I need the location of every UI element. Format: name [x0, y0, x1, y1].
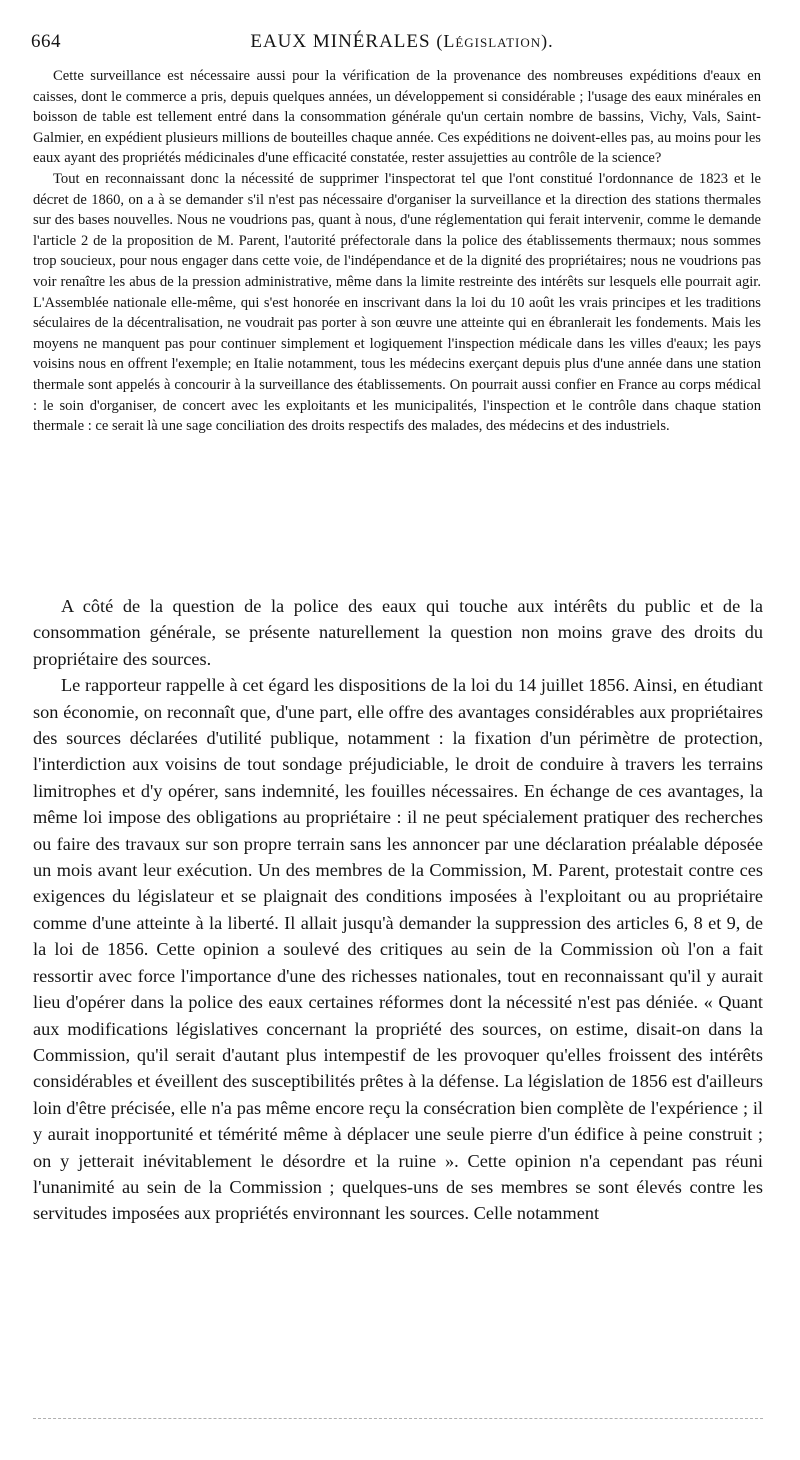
small-paragraph-1: Cette surveillance est nécessaire aussi pour la vérification de la provenance des nombreuses expéditions d'eaux en caisses, dont le commerce a pris, depuis quelques années, un développement si considérable ; l'usage des eaux minérales en boisson de table est tellement entré dans la consommation générale qu'un certain nombre de bassins, Vichy, Vals, Saint-Galmier, en expédient plusieurs millions de bouteilles chaque année. Ces expéditions ne doivent-elles pas, au moins pour les eaux ayant des propriétés médicinales d'une efficacité constatée, rester assujetties au contrôle de la science?: [33, 68, 761, 167]
running-title-main: EAUX MINÉRALES: [250, 31, 437, 52]
small-print-section: [33, 66, 761, 437]
main-paragraph-1: A côté de la question de la police des eaux qui touche aux intérêts du public et de la consommation générale, se présente naturellement la question non moins grave des droits du propriétaire des sources.: [33, 596, 763, 669]
small-paragraph-2: Tout en reconnaissant donc la nécessité de supprimer l'inspectorat tel que l'ont constitué l'ordonnance de 1823 et le décret de 1860, on a à se demander s'il n'est pas nécessaire d'organiser la surveillance et la direction des stations thermales sur des bases nouvelles. Nous ne voudrions pas, quant à nous, d'une réglementation qui ferait intervenir, comme le demande l'article 2 de la proposition de M. Parent, l'autorité préfectorale dans la police des établissements thermaux; nous sommes trop soucieux, pour nous engager dans cette voie, de l'indépendance et de la dignité des propriétaires; nous ne voudrions pas voir renaître les abus de la pression administrative, même dans la limite restreinte des intérêts sur lesquels elle pourrait agir. L'Assemblée nationale elle-même, qui s'est honorée en inscrivant dans la loi du 10 août les vrais principes et les traditions séculaires de la décentralisation, ne voudrait pas porter à son œuvre une atteinte qui en ébranlerait les fondements. Mais les moyens ne manquent pas pour continuer simplement et logiquement l'inspection médicale dans les villes d'eaux; les pays voisins nous en offrent l'exemple; en Italie notamment, tous les médecins exerçant depuis plus d'une année dans une station thermale sont appelés à concourir à la surveillance des établissements. On pourrait aussi confier en France au corps médical : le soin d'organiser, de concert avec les exploitants et les municipalités, l'inspection et le contrôle dans chaque station thermale : ce serait là une sage conciliation des droits respectifs des malades, des médecins et des industriels.: [33, 170, 761, 435]
page-number: 664: [31, 31, 61, 52]
bottom-rule: [33, 1418, 763, 1419]
running-title-subtitle: (Législation).: [436, 31, 554, 51]
running-title: [31, 31, 773, 53]
main-paragraph-2: Le rapporteur rappelle à cet égard les dispositions de la loi du 14 juillet 1856. Ainsi, en étudiant son économie, on reconnaît que, d'une part, elle offre des avantages considérables aux propriétaires des sources déclarées d'utilité publique, notamment : la fixation d'un périmètre de protection, l'interdiction aux voisins de tout sondage préjudiciable, le droit de conduire à travers les terrains limitrophes et d'y opérer, sans indemnité, les fouilles nécessaires. En échange de ces avantages, la même loi impose des obligations au propriétaire : il ne peut spécialement pratiquer des recherches ou faire des travaux sur son propre terrain sans les annoncer par une déclaration préalable déposée un mois avant leur exécution. Un des membres de la Commission, M. Parent, protestait contre ces exigences du législateur et se plaignait des conditions imposées à l'exploitant ou au propriétaire comme d'une atteinte à la liberté. Il allait jusqu'à demander la suppression des articles 6, 8 et 9, de la loi de 1856. Cette opinion a soulevé des critiques au sein de la Commission où l'on a fait ressortir avec force l'importance d'une des richesses nationales, tout en reconnaissant qu'il y aurait lieu d'opérer dans la police des eaux certaines réformes dont la nécessité n'est pas déniée. « Quant aux modifications législatives concernant la propriété des sources, on estime, disait-on dans la Commission, qu'il serait d'autant plus intempestif de les provoquer qu'elles froissent des intérêts considérables et éveillent des susceptibilités prêtes à la défense. La législation de 1856 est d'ailleurs loin d'être précisée, elle n'a pas même encore reçu la consécration bien complète de l'expérience ; il y aurait inopportunité et témérité même à déplacer une seule pierre d'un édifice à peine construit ; on y jetterait inévitablement le désordre et la ruine ». Cette opinion n'a cependant pas réuni l'unanimité au sein de la Commission ; quelques-uns de ses membres se sont élevés contre les servitudes imposées aux propriétés environnant les sources. Celle notamment: [33, 675, 763, 1224]
main-text-section: [33, 593, 763, 1227]
running-header: [31, 31, 773, 55]
